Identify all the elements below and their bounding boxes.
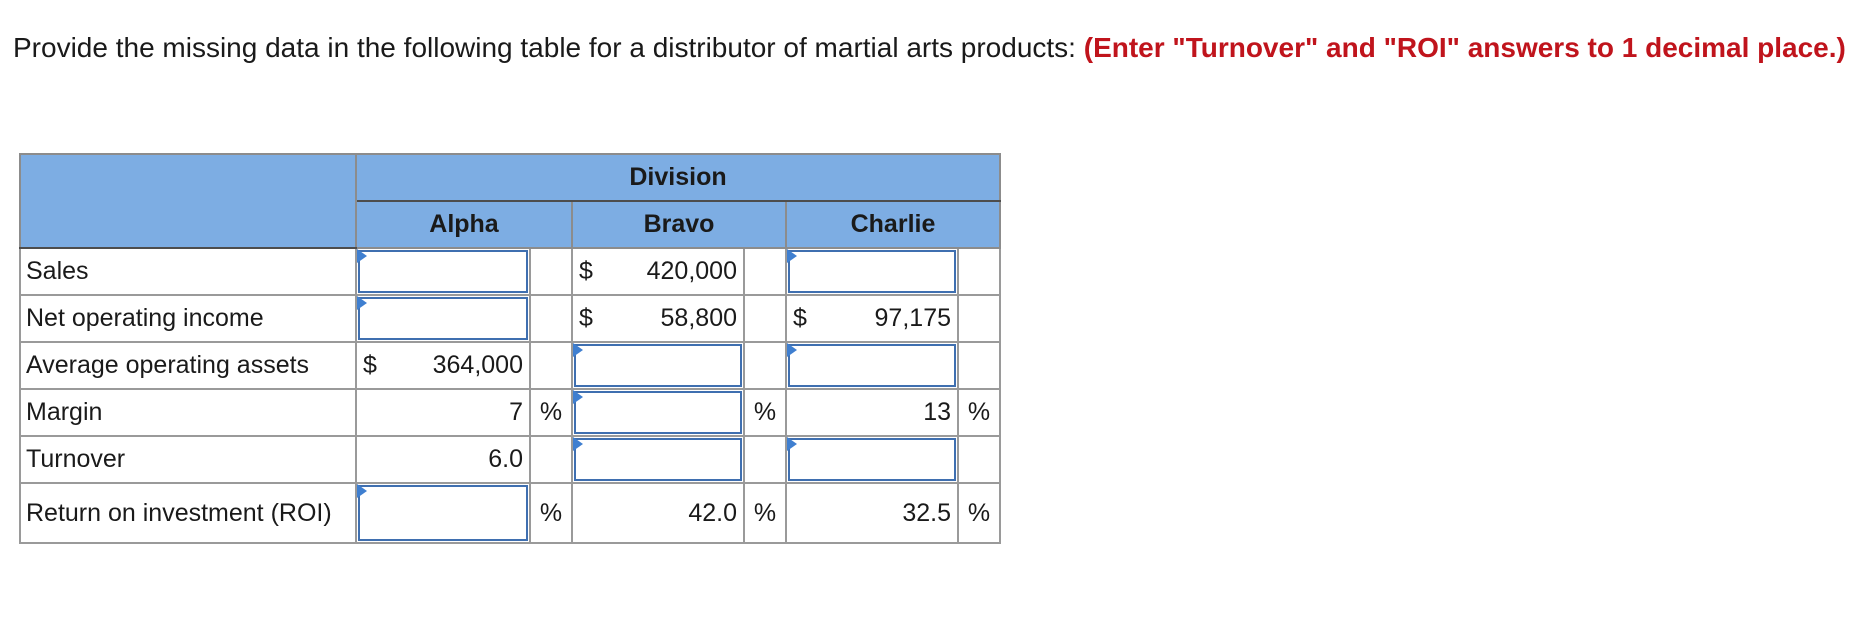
bravo-sales-cell <box>572 248 744 295</box>
row-label-average-operating-assets: Average operating assets <box>20 342 356 389</box>
input-flag-icon <box>787 437 797 451</box>
table-row-roi <box>20 483 1000 543</box>
alpha-sales-input[interactable] <box>358 250 528 293</box>
bravo-noi-unit <box>744 295 786 342</box>
currency-symbol: $ <box>579 257 593 285</box>
table-row-margin <box>20 389 1000 436</box>
prompt-hint: (Enter "Turnover" and "ROI" answers to 1 decimal place.) <box>1083 32 1846 63</box>
row-label-sales: Sales <box>20 248 356 295</box>
bravo-roi-value: 42.0 <box>572 483 744 543</box>
col-header-charlie: Charlie <box>786 201 1000 248</box>
input-flag-icon <box>787 249 797 263</box>
input-flag-icon <box>357 296 367 310</box>
bravo-turnover-cell <box>572 436 744 483</box>
alpha-sales-cell <box>356 248 530 295</box>
input-flag-icon <box>787 343 797 357</box>
currency-symbol: $ <box>363 351 377 379</box>
percent-sign: % <box>958 483 1000 543</box>
alpha-margin-value: 7 <box>356 389 530 436</box>
alpha-turnover-unit <box>530 436 572 483</box>
bravo-assets-input[interactable] <box>574 344 742 387</box>
row-label-roi: Return on investment (ROI) <box>20 483 356 543</box>
table-row-sales <box>20 248 1000 295</box>
input-flag-icon <box>357 249 367 263</box>
bravo-turnover-input[interactable] <box>574 438 742 481</box>
input-flag-icon <box>573 437 583 451</box>
alpha-assets-unit <box>530 342 572 389</box>
alpha-turnover-value: 6.0 <box>356 436 530 483</box>
corner-header-cell <box>20 154 356 248</box>
alpha-noi-unit <box>530 295 572 342</box>
input-flag-icon <box>573 343 583 357</box>
charlie-turnover-unit <box>958 436 1000 483</box>
table-row-turnover <box>20 436 1000 483</box>
alpha-sales-unit <box>530 248 572 295</box>
charlie-roi-value: 32.5 <box>786 483 958 543</box>
col-header-alpha: Alpha <box>356 201 572 248</box>
bravo-noi-cell <box>572 295 744 342</box>
row-label-margin: Margin <box>20 389 356 436</box>
charlie-noi-unit <box>958 295 1000 342</box>
bravo-assets-unit <box>744 342 786 389</box>
charlie-turnover-cell <box>786 436 958 483</box>
percent-sign: % <box>744 389 786 436</box>
alpha-assets-value: 364,000 <box>432 351 523 379</box>
charlie-sales-unit <box>958 248 1000 295</box>
charlie-sales-input[interactable] <box>788 250 956 293</box>
table-row-average-operating-assets <box>20 342 1000 389</box>
bravo-sales-unit <box>744 248 786 295</box>
charlie-margin-value: 13 <box>786 389 958 436</box>
alpha-roi-input[interactable] <box>358 485 528 541</box>
alpha-assets-cell <box>356 342 530 389</box>
charlie-assets-input[interactable] <box>788 344 956 387</box>
bravo-turnover-unit <box>744 436 786 483</box>
alpha-roi-cell <box>356 483 530 543</box>
charlie-assets-unit <box>958 342 1000 389</box>
charlie-noi-value: 97,175 <box>874 304 951 332</box>
table-row-net-operating-income <box>20 295 1000 342</box>
percent-sign: % <box>744 483 786 543</box>
question-prompt <box>13 29 1853 66</box>
bravo-noi-value: 58,800 <box>660 304 737 332</box>
alpha-noi-cell <box>356 295 530 342</box>
charlie-noi-cell <box>786 295 958 342</box>
percent-sign: % <box>530 389 572 436</box>
input-flag-icon <box>573 390 583 404</box>
bravo-assets-cell <box>572 342 744 389</box>
currency-symbol: $ <box>793 304 807 332</box>
bravo-margin-cell <box>572 389 744 436</box>
row-label-net-operating-income: Net operating income <box>20 295 356 342</box>
division-data-table <box>19 153 1001 544</box>
bravo-margin-input[interactable] <box>574 391 742 434</box>
percent-sign: % <box>530 483 572 543</box>
row-label-turnover: Turnover <box>20 436 356 483</box>
alpha-noi-input[interactable] <box>358 297 528 340</box>
percent-sign: % <box>958 389 1000 436</box>
col-header-bravo: Bravo <box>572 201 786 248</box>
division-group-header: Division <box>356 154 1000 201</box>
charlie-sales-cell <box>786 248 958 295</box>
bravo-sales-value: 420,000 <box>646 257 737 285</box>
charlie-assets-cell <box>786 342 958 389</box>
currency-symbol: $ <box>579 304 593 332</box>
input-flag-icon <box>357 484 367 498</box>
charlie-turnover-input[interactable] <box>788 438 956 481</box>
prompt-text: Provide the missing data in the following table for a distributor of martial arts products: <box>13 32 1076 63</box>
